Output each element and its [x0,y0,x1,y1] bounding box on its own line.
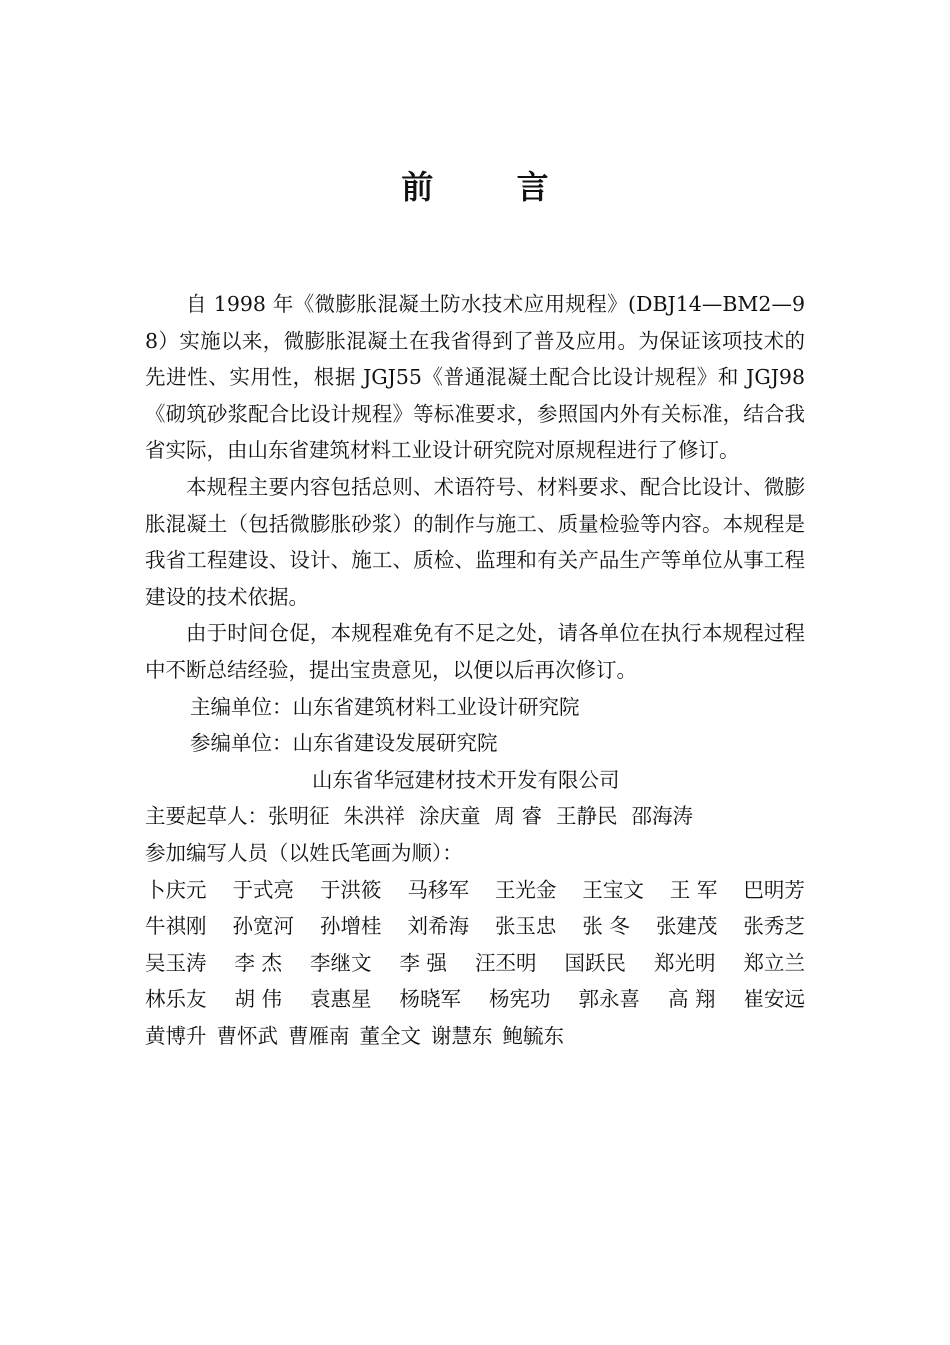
contributors-row [145,981,805,1018]
contributor-name: 崔安远 [743,987,805,1012]
contributor-name: 牛祺刚 [145,914,207,939]
contributor-name: 巴明芳 [743,877,805,902]
chief-unit: 主编单位：山东省建筑材料工业设计研究院 [190,694,580,719]
drafter-name: 张明征 [268,804,330,829]
contributor-name: 谢慧东 [431,1023,493,1048]
paragraph-contents: 本规程主要内容包括总则、术语符号、材料要求、配合比设计、微膨胀混凝土（包括微膨胀砂浆）的制作与施工、质量检验等内容。本规程是我省工程建设、设计、施工、质检、监理和有关产品生产等单位从事工程建设的技术依据。 [145,474,805,609]
drafter-name: 周 睿 [494,804,543,829]
drafter-name: 邵海涛 [631,804,694,829]
drafter-name: 王静民 [556,804,618,829]
participating-unit: 参编单位：山东省建设发展研究院 [190,731,498,756]
contributor-name: 张秀芝 [743,914,805,939]
contributor-name: 国跃民 [564,950,626,975]
paragraph-feedback: 由于时间仓促，本规程难免有不足之处，请各单位在执行本规程过程中不断总结经验，提出宝贵意见，以便以后再次修订。 [145,621,805,682]
main-drafters [145,798,805,835]
contributor-name: 于式亮 [232,877,294,902]
contributor-name: 卜庆元 [145,877,207,902]
paragraph-history: 自 1998 年《微膨胀混凝土防水技术应用规程》(DBJ14—BM2—98）实施以来，微膨胀混凝土在我省得到了普及应用。为保证该项技术的先进性、实用性，根据 JGJ55《普通混凝土配合比设计规程》和 JGJ98《砌筑砂浆配合比设计规程》等标准要求，参照国内外有关标准，结合我省实际，由山东省建筑材料工业设计研究院对原规程进行了修订。 [145,292,805,463]
preface-body [145,286,805,1054]
contributor-name: 汪丕明 [475,950,537,975]
contributors-row [145,872,805,909]
contributor-name: 曹雁南 [288,1023,350,1048]
contributors-list [145,872,805,1055]
contributor-name: 高 翔 [667,987,716,1012]
contributor-name: 胡 伟 [234,987,283,1012]
contributor-name: 王光金 [494,877,557,902]
contributor-name: 孙宽河 [232,914,294,939]
contributors-label: 参加编写人员（以姓氏笔画为顺）： [145,840,463,865]
drafters-label: 主要起草人： [145,804,268,829]
contributor-name: 李继文 [310,950,372,975]
contributor-name: 郑立兰 [743,950,805,975]
page-title: 前 言 [401,168,585,206]
contributor-name: 孙增桂 [319,914,382,939]
drafter-name: 涂庆童 [419,804,481,829]
contributor-name: 张玉忠 [494,914,557,939]
contributor-name: 郑光明 [653,950,716,975]
participating-unit-second: 山东省华冠建材技术开发有限公司 [312,767,620,792]
contributor-name: 杨晓军 [399,987,461,1012]
contributor-name: 林乐友 [145,987,207,1012]
contributor-name: 马移军 [407,877,469,902]
contributor-name: 刘希海 [407,914,469,939]
contributor-name: 张建茂 [655,914,718,939]
contributor-name: 王宝文 [582,877,644,902]
contributor-name: 于洪筱 [319,877,382,902]
contributor-name: 黄博升 [145,1023,207,1048]
contributors-row [145,908,805,945]
contributor-name: 杨宪功 [488,987,551,1012]
contributor-name: 王 军 [669,877,718,902]
contributor-name: 董全文 [359,1023,421,1048]
contributor-name: 曹怀武 [216,1023,278,1048]
contributor-name: 吴玉涛 [145,950,207,975]
contributors-row [145,945,805,982]
contributor-name: 李 杰 [234,950,283,975]
contributor-name: 袁惠星 [310,987,372,1012]
contributor-name: 鲍毓东 [502,1023,564,1048]
contributor-name: 张 冬 [582,914,630,939]
contributors-row [145,1018,805,1055]
contributor-name: 郭永喜 [578,987,640,1012]
contributor-name: 李 强 [399,950,448,975]
drafter-name: 朱洪祥 [343,804,405,829]
